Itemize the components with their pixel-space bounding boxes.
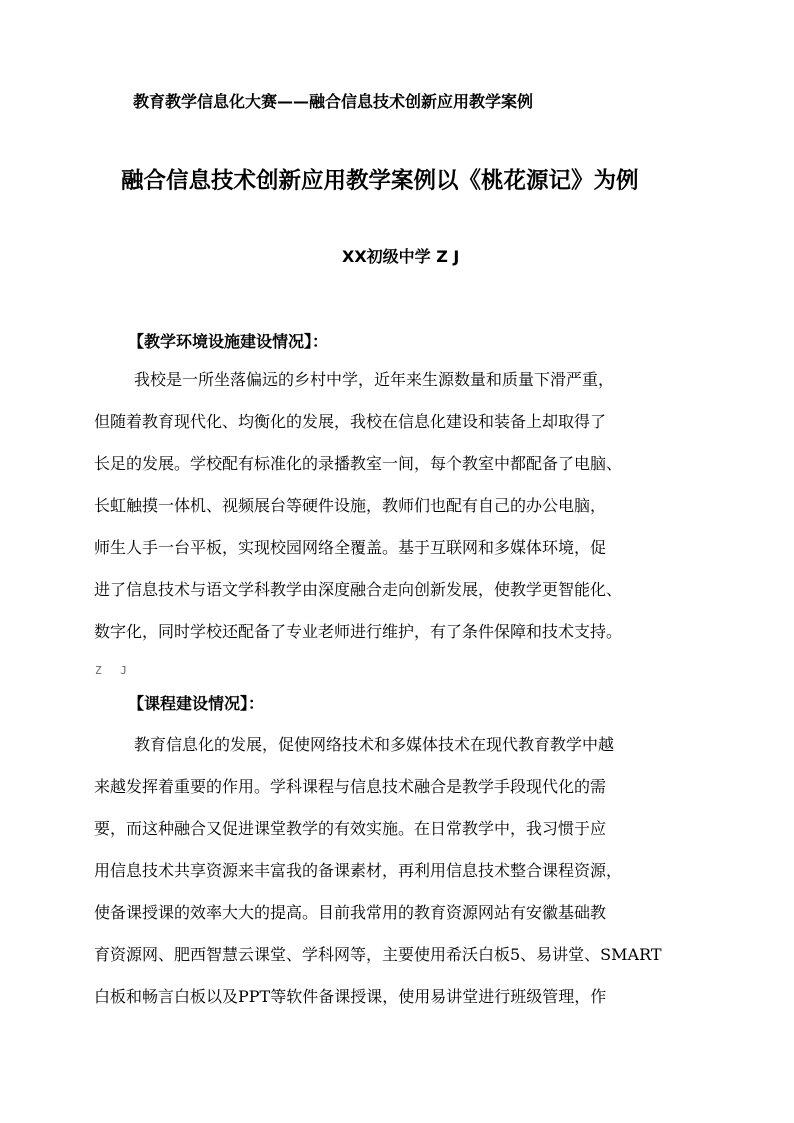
- section-heading-curriculum: 【课程建设情况】：: [128, 694, 265, 713]
- competition-kicker: 教育教学信息化大赛——融合信息技术创新应用教学案例: [133, 92, 534, 111]
- paragraph-line: 进了信息技术与语文学科教学由深度融合走向创新发展，使教学更智能化、: [94, 580, 623, 599]
- paragraph-line: 来越发挥着重要的作用。学科课程与信息技术融合是教学手段现代化的需: [94, 777, 607, 796]
- footer-initials: Z J: [95, 664, 133, 677]
- paragraph-line: 使备课授课的效率大大的提高。目前我常用的教育资源网站有安徽基础教: [94, 903, 607, 922]
- paragraph-line: 白板和畅言白板以及PPT等软件备课授课，使用易讲堂进行班级管理，作: [94, 987, 607, 1006]
- paragraph-line: 但随着教育现代化、均衡化的发展，我校在信息化建设和装备上却取得了: [94, 412, 607, 431]
- paragraph-line: 教育信息化的发展，促使网络技术和多媒体技术在现代教育教学中越: [134, 735, 615, 754]
- document-title: 融合信息技术创新应用教学案例以《桃花源记》为例: [121, 168, 639, 194]
- paragraph-line: 要，而这种融合又促进课堂教学的有效实施。在日常教学中，我习惯于应: [94, 819, 607, 838]
- paragraph-line: 我校是一所坐落偏远的乡村中学，近年来生源数量和质量下滑严重，: [134, 370, 615, 389]
- paragraph-line: 育资源网、肥西智慧云课堂、学科网等，主要使用希沃白板5、易讲堂、SMART: [94, 945, 662, 964]
- section-heading-environment: 【教学环境设施建设情况】：: [128, 332, 329, 351]
- paragraph-line: 师生人手一台平板，实现校园网络全覆盖。基于互联网和多媒体环境，促: [94, 538, 607, 557]
- paragraph-line: 数字化，同时学校还配备了专业老师进行维护，有了条件保障和技术支持。: [94, 622, 623, 641]
- paragraph-line: 用信息技术共享资源来丰富我的备课素材，再利用信息技术整合课程资源，: [94, 861, 623, 880]
- author-line: XX初级中学 Z J: [342, 247, 460, 266]
- paragraph-line: 长虹触摸一体机、视频展台等硬件设施，教师们也配有自己的办公电脑，: [94, 496, 607, 515]
- paragraph-line: 长足的发展。学校配有标准化的录播教室一间，每个教室中都配备了电脑、: [94, 454, 623, 473]
